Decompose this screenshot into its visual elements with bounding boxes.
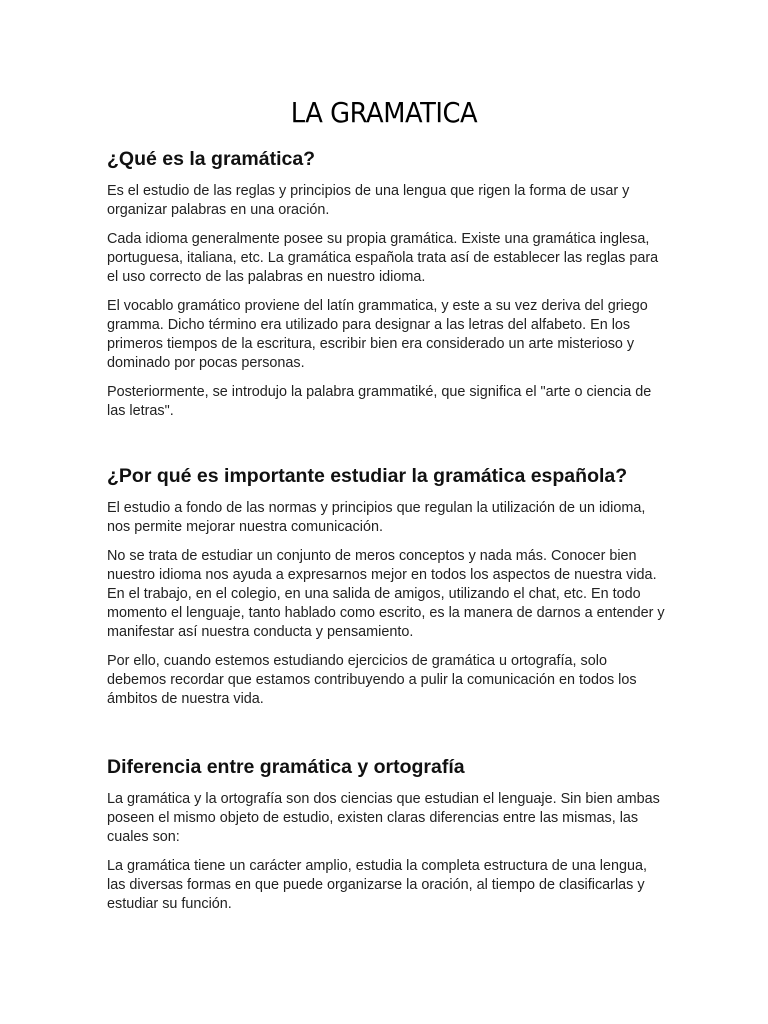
section-por-que-es-importante [107,465,667,719]
paragraph: El estudio a fondo de las normas y principios que regulan la utilización de un idioma, nos permite mejorar nuestra comunicación. [107,500,646,536]
paragraph: El vocablo gramático proviene del latín grammatica, y este a su vez deriva del griego gramma. Dicho término era utilizado para designar a las letras del alfabeto. En los primeros tiempos de la escritura, escribir bien era considerado un arte misterioso y dominado por pocas personas. [107,298,648,372]
paragraph: Por ello, cuando estemos estudiando ejercicios de gramática u ortografía, solo debemos recordar que estamos contribuyendo a pulir la comunicación en todos los ámbitos de nuestra vida. [107,653,637,708]
paragraph: No se trata de estudiar un conjunto de meros conceptos y nada más. Conocer bien nuestro idioma nos ayuda a expresarnos mejor en todos los aspectos de nuestra vida. En el trabajo, en el colegio, en una salida de amigos, utilizando el chat, etc. En todo momento el lenguaje, tanto hablado como escrito, es la manera de darnos a entender y manifestar así nuestra conducta y pensamiento. [107,548,665,641]
page-title: LA GRAMATICA [290,96,478,129]
paragraph: Posteriormente, se introdujo la palabra grammatiké, que significa el "arte o ciencia de las letras". [107,384,652,420]
section-heading: ¿Qué es la gramática? [107,148,316,170]
section-que-es-la-gramatica [107,148,667,431]
section-heading: ¿Por qué es importante estudiar la gramática española? [107,465,628,487]
paragraph: La gramática y la ortografía son dos ciencias que estudian el lenguaje. Sin bien ambas poseen el mismo objeto de estudio, existen claras diferencias entre las mismas, las cuales son: [107,791,660,846]
paragraph: Es el estudio de las reglas y principios de una lengua que rigen la forma de usar y organizar palabras en una oración. [107,183,630,219]
paragraph: La gramática tiene un carácter amplio, estudia la completa estructura de una lengua, las diversas formas en que puede organizarse la oración, al tiempo de clasificarlas y estudiar su función. [107,858,647,913]
section-diferencia-gramatica-ortografia [107,756,667,924]
section-heading: Diferencia entre gramática y ortografía [107,756,465,778]
paragraph: Cada idioma generalmente posee su propia gramática. Existe una gramática inglesa, portuguesa, italiana, etc. La gramática española trata así de establecer las reglas para el uso correcto de las palabras en nuestro idioma. [107,231,659,286]
